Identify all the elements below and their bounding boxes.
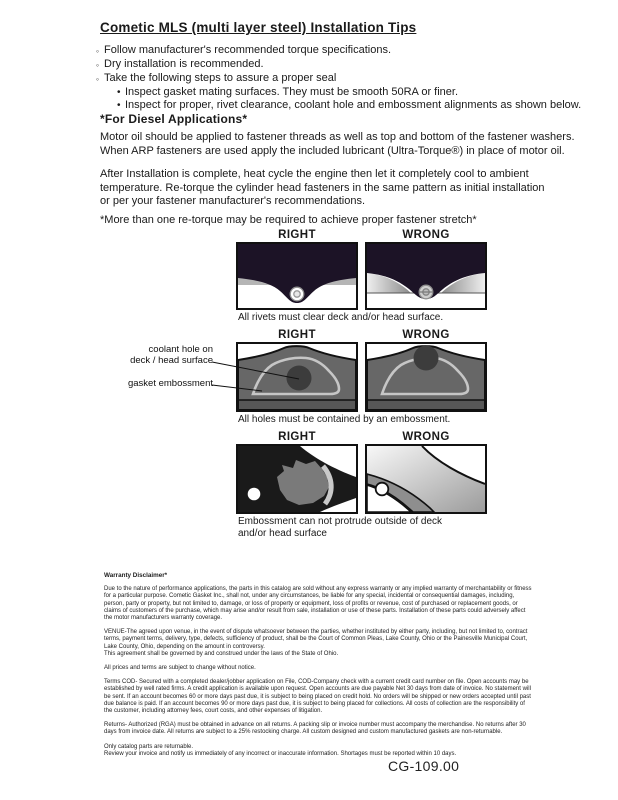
coolant-hole-label	[118, 344, 213, 366]
list-item-text: Inspect gasket mating surfaces. They must be smooth 50RA or finer.	[125, 86, 459, 98]
embossment-wrong-diagram	[365, 444, 487, 514]
list-item-text: Dry installation is recommended.	[104, 58, 264, 70]
label-line: coolant hole on	[148, 344, 213, 355]
wrong-label: WRONG	[402, 431, 450, 443]
open-bullet-icon: ◦	[96, 60, 100, 70]
paragraph-line: Review your invoice and notify us immediately of any incorrect or inaccurate information. Shortages must be reported within 10 days.	[104, 750, 457, 757]
diesel-section-heading: *For Diesel Applications*	[100, 112, 248, 126]
label-line: deck / head surface	[130, 355, 213, 366]
coolant-wrong-illustration	[367, 344, 485, 410]
page-code: CG-109.00	[388, 758, 460, 774]
disclaimer-paragraph	[104, 629, 532, 658]
paragraph-line: After Installation is complete, heat cycle the engine then let it completely cool to ambient	[100, 168, 529, 180]
diagram-row3-panels	[236, 444, 487, 514]
page-title: Cometic MLS (multi layer steel) Installation Tips	[100, 20, 417, 35]
row2-caption: All holes must be contained by an embossment.	[238, 414, 451, 425]
filled-bullet-icon: •	[117, 87, 121, 98]
diagram-row1-panels	[236, 242, 487, 310]
caption-line: Embossment can not protrude outside of deck	[238, 516, 443, 527]
disclaimer-heading: Warranty Disclaimer*	[104, 572, 168, 579]
disclaimer-paragraph: Returns- Authorized (RGA) must be obtained in advance on all returns. A packing slip or invoice number must accompany the merchandise. No returns after 30 days from invoice date. All returns are subject to a 25% restocking charge. All custom designed and custom manufactured gaskets are non-returnable.	[104, 722, 526, 736]
disclaimer-paragraph: All prices and terms are subject to change without notice.	[104, 665, 256, 672]
diesel-paragraph-1	[100, 131, 575, 158]
list-item-text: Take the following steps to assure a proper seal	[104, 72, 337, 84]
rivet-wrong-illustration	[367, 244, 485, 308]
open-bullet-icon: ◦	[96, 46, 100, 56]
right-label: RIGHT	[278, 329, 316, 341]
diesel-paragraph-2	[100, 168, 545, 209]
row1-caption: All rivets must clear deck and/or head surface.	[238, 312, 444, 323]
gasket-embossment-label: gasket embossment	[127, 378, 213, 389]
list-sub-item	[117, 99, 581, 112]
paragraph-line: VENUE-The agreed upon venue, in the event of dispute whatsoever between the parties, whether instituted by either party, including, but not limited to, contract terms, payment terms, delivery, type, defects, sufficiency of product, shall be the Court of Common Pleas, Lake County, Ohio or the Painesville Municipal Court, Lake County, Ohio, depending on the amount in controversy.	[104, 629, 528, 650]
installation-tips-list	[96, 44, 581, 112]
embossment-right-diagram	[236, 444, 358, 514]
diagram-row2-headers	[236, 329, 487, 341]
list-item-text: Follow manufacturer's recommended torque specifications.	[104, 44, 392, 56]
coolant-hole-wrong-diagram	[365, 342, 487, 412]
diagram-row1-headers	[236, 229, 487, 241]
right-label: RIGHT	[278, 431, 316, 443]
caption-line: and/or head surface	[238, 527, 327, 539]
wrong-label: WRONG	[402, 229, 450, 241]
paragraph-line: Only catalog parts are returnable.	[104, 743, 194, 750]
embossment-right-illustration	[238, 446, 356, 512]
wrong-label: WRONG	[402, 329, 450, 341]
diagram-row3-headers	[236, 431, 487, 443]
paragraph-line: When ARP fasteners are used apply the included lubricant (Ultra-Torque®) in place of motor oil.	[100, 144, 565, 157]
list-sub-item	[117, 86, 581, 99]
list-item	[96, 58, 581, 72]
paragraph-line: or per your fastener manufacturer's recommendations.	[100, 195, 365, 207]
open-bullet-icon: ◦	[96, 74, 100, 84]
warranty-disclaimer-block	[104, 572, 532, 765]
disclaimer-paragraph: Terms COD- Secured with a completed dealer/jobber application on File, COD-Company check with a current credit card number on file. Open accounts may be established by well rated firms. A credit application is available upon request. Open accounts are due payable Net 30 days from date of invoice. No statement will be sent. If an account becomes 60 or more days past due, it is subject to being placed on credit hold. No orders will be shipped or new orders accepted until past due balance is paid. If an account becomes 90 or more days past due, it is subject to being placed for collections. All costs of collection are the responsibility of the customer, including attorney fees, court costs, and other expenses of litigation.	[104, 679, 531, 715]
paragraph-line: Motor oil should be applied to fastener threads as well as top and bottom of the fastener washers.	[100, 131, 575, 143]
paragraph-line: This agreement shall be governed by and construed under the laws of the State of Ohio.	[104, 650, 339, 657]
paragraph-line: temperature. Re-torque the cylinder head fasteners in the same pattern as initial installation	[100, 181, 545, 194]
list-item-text: Inspect for proper, rivet clearance, coolant hole and embossment alignments as shown below.	[125, 99, 582, 111]
leader-lines	[210, 355, 305, 400]
list-item	[96, 44, 581, 58]
retorque-note: *More than one re-torque may be required to achieve proper fastener stretch*	[100, 214, 477, 226]
filled-bullet-icon: •	[117, 100, 121, 111]
list-item	[96, 72, 581, 86]
rivet-wrong-diagram	[365, 242, 487, 310]
row3-caption	[238, 516, 448, 539]
embossment-wrong-illustration	[367, 446, 485, 512]
rivet-right-diagram	[236, 242, 358, 310]
disclaimer-paragraph: Due to the nature of performance applications, the parts in this catalog are sold without any express warranty or any implied warranty of merchantability or fitness for a particular purpose. Cometic Gasket Inc., shall not, under any circumstances, be liable for any special, incidental or consequential damages, including, person, party or property, but not limited to, damage, or loss of property or equipment, loss of profits or revenue, cost of purchased or replacement goods, or claims of customers of the purchase, which may arise and/or result from sale, installation or use of these parts. Installation of these parts could adversely affect the motor manufacturers warranty coverage.	[104, 586, 532, 622]
right-label: RIGHT	[278, 229, 316, 241]
rivet-right-illustration	[238, 244, 356, 308]
disclaimer-paragraph	[104, 744, 532, 758]
